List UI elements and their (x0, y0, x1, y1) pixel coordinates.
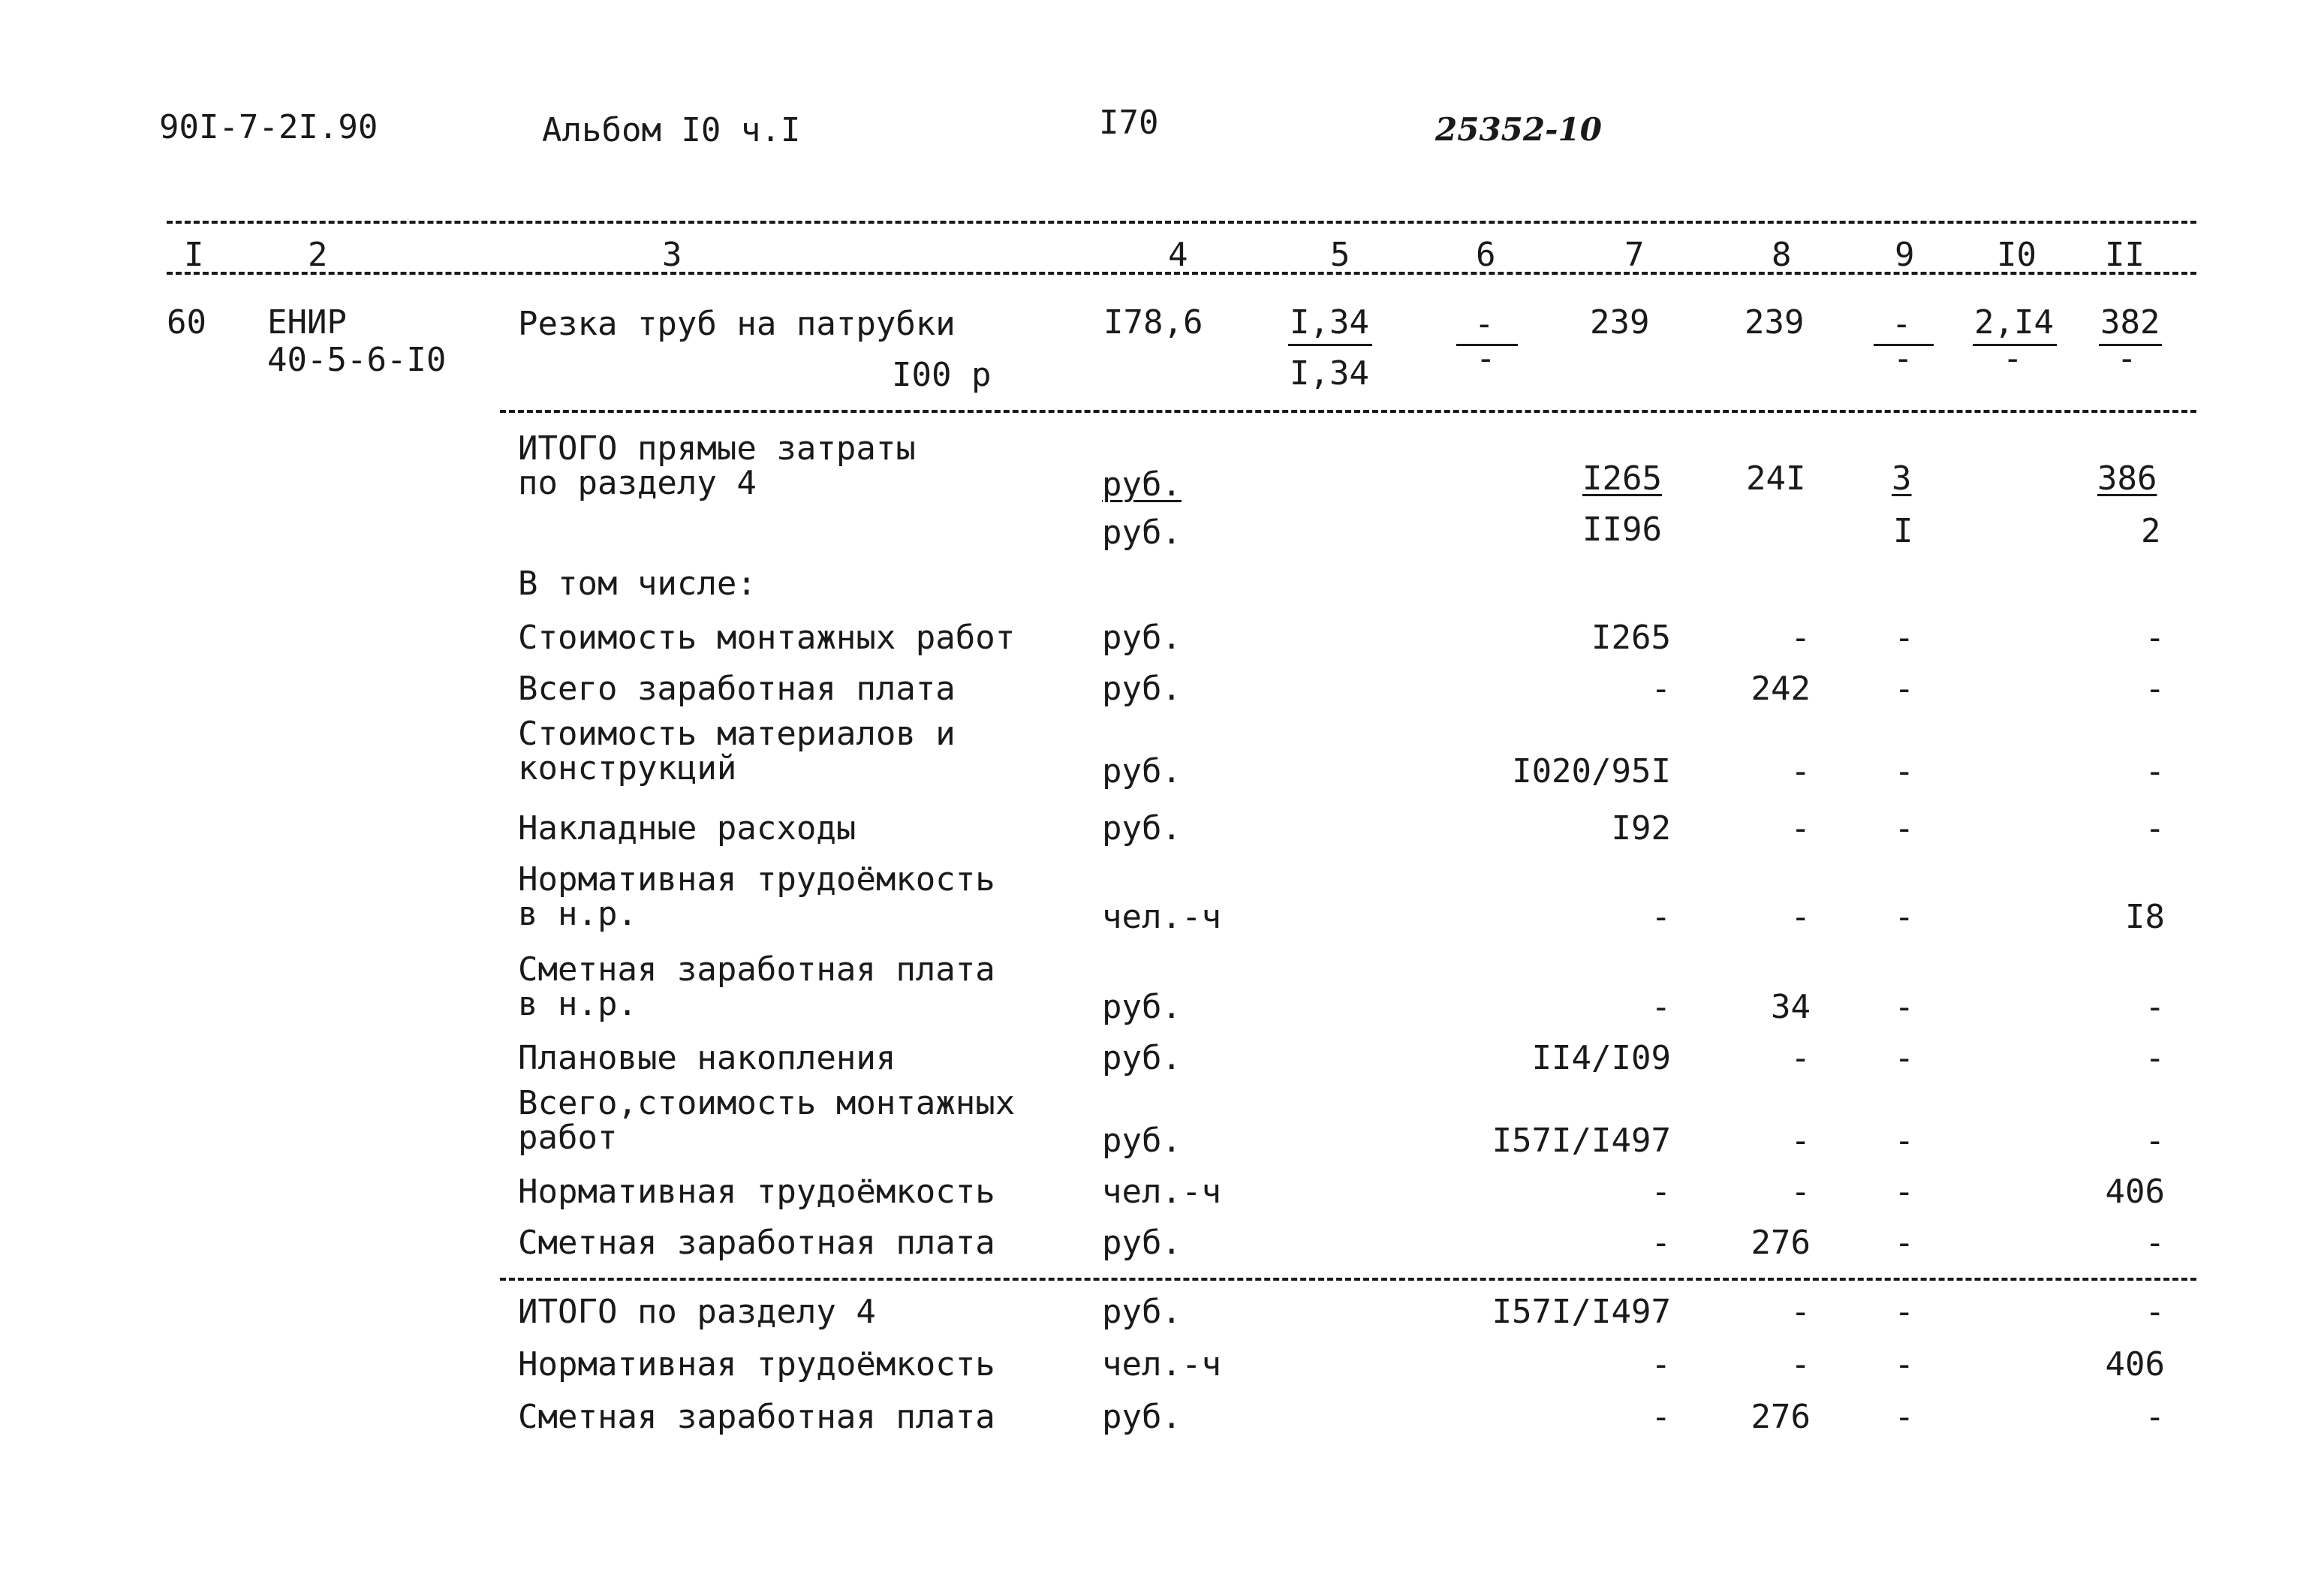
total-direct-col9-bottom: I (1893, 512, 1913, 550)
page-number: I70 (1099, 104, 1159, 142)
col5-top: I,34 (1290, 303, 1369, 342)
row-label: Стоимость материалов и (518, 715, 956, 753)
col8-value: - (1790, 1293, 1811, 1331)
column-header: 9 (1895, 236, 1915, 274)
total-direct-unit-bottom: руб. (1102, 513, 1182, 552)
column-header: 2 (308, 236, 328, 274)
column-header: 3 (662, 236, 682, 274)
col7-value: - (1651, 1398, 1671, 1436)
item-unit: I00 р (892, 356, 992, 394)
col8-value: - (1790, 898, 1811, 936)
col11-value: - (2145, 670, 2165, 708)
col9-value: - (1894, 1173, 1914, 1211)
row-unit: руб. (1102, 1122, 1182, 1160)
col9-value: - (1894, 988, 1914, 1026)
col9-value: - (1894, 670, 1914, 708)
column-header: 6 (1476, 236, 1496, 274)
row-label: Всего заработная плата (518, 670, 956, 708)
total-direct-col11-top: 386 (2097, 459, 2157, 498)
row-label: ИТОГО по разделу 4 (518, 1293, 876, 1331)
col8-value: 276 (1751, 1398, 1811, 1436)
column-header: I (184, 236, 204, 274)
col9-value: - (1894, 1345, 1914, 1384)
total-direct-label-line2: по разделу 4 (518, 464, 757, 502)
col8-value: 34 (1771, 988, 1811, 1026)
col11-value: 406 (2105, 1345, 2165, 1384)
col8-value: - (1790, 1122, 1811, 1160)
col11-value: - (2145, 1293, 2165, 1331)
including-label: В том числе: (518, 565, 757, 603)
row-unit: руб. (1102, 619, 1182, 657)
col7-value: 239 (1590, 303, 1650, 342)
col7-value: - (1651, 1224, 1671, 1262)
album-label: Альбом I0 ч.I (542, 111, 801, 149)
row-label: Всего,стоимость монтажных (518, 1084, 1016, 1122)
col8-value: 276 (1751, 1224, 1811, 1262)
row-unit: руб. (1102, 1398, 1182, 1436)
item-quantity: I78,6 (1103, 303, 1203, 342)
column-header: 5 (1330, 236, 1350, 274)
table-top-rule (167, 221, 2196, 224)
row-label: Плановые накопления (518, 1039, 896, 1077)
column-header: 7 (1624, 236, 1645, 274)
col7-value: I57I/I497 (1492, 1122, 1671, 1160)
total-direct-col11-bottom: 2 (2141, 512, 2161, 550)
row-label: Сметная заработная плата (518, 1224, 995, 1262)
col11-value: - (2145, 1398, 2165, 1436)
row-label: Накладные расходы (518, 809, 856, 848)
row-label-continued: работ (518, 1119, 618, 1157)
col7-value: I265 (1591, 619, 1671, 657)
col11-value: - (2145, 1039, 2165, 1077)
col6-bottom: - (1476, 339, 1496, 378)
row-unit: чел.-ч (1102, 1173, 1221, 1211)
total-direct-col8: 24I (1746, 459, 1806, 498)
col9-value: - (1894, 898, 1914, 936)
norm-code-line1: ЕНИР (267, 303, 347, 342)
row-label: Нормативная трудоёмкость (518, 1345, 995, 1384)
col11-value: - (2145, 752, 2165, 790)
item-separator-rule (500, 410, 2196, 413)
col7-value: I020/95I (1512, 752, 1671, 790)
row-unit: руб. (1102, 809, 1182, 848)
column-header: 8 (1772, 236, 1792, 274)
row-label: Сметная заработная плата (518, 950, 995, 989)
column-header: I0 (1997, 236, 2037, 274)
col11-value: I8 (2125, 898, 2165, 936)
col7-value: - (1651, 988, 1671, 1026)
column-header: II (2105, 236, 2145, 274)
col11-value: - (2145, 1224, 2165, 1262)
col9-value: - (1894, 1398, 1914, 1436)
col7-value: - (1651, 670, 1671, 708)
row-unit: чел.-ч (1102, 898, 1221, 936)
col11-value: - (2145, 1122, 2165, 1160)
row-unit: чел.-ч (1102, 1345, 1221, 1384)
norm-code-line2: 40-5-6-I0 (267, 341, 447, 379)
col10-top: 2,I4 (1974, 303, 2054, 342)
col7-value: I92 (1611, 809, 1671, 848)
row-unit: руб. (1102, 1224, 1182, 1262)
total-direct-col9-top: 3 (1892, 459, 1912, 498)
col11-value: - (2145, 619, 2165, 657)
col7-value: I57I/I497 (1492, 1293, 1671, 1331)
row-label: Сметная заработная плата (518, 1398, 995, 1436)
row-unit: руб. (1102, 1039, 1182, 1077)
col8-value: - (1790, 809, 1811, 848)
col11-value: - (2145, 988, 2165, 1026)
col9-value: - (1894, 1224, 1914, 1262)
col8-value: 242 (1751, 670, 1811, 708)
col9-value: - (1894, 619, 1914, 657)
col11-value: - (2145, 809, 2165, 848)
total-direct-col7-bottom: II96 (1582, 510, 1662, 549)
col6-top: - (1474, 305, 1495, 343)
row-unit: руб. (1102, 670, 1182, 708)
col7-value: II4/I09 (1531, 1039, 1671, 1077)
col8-value: - (1790, 1345, 1811, 1384)
col9-value: - (1894, 809, 1914, 848)
col9-bottom: - (1893, 339, 1913, 378)
col8-value: - (1790, 1039, 1811, 1077)
row-unit: руб. (1102, 1293, 1182, 1331)
item-name: Резка труб на патрубки (518, 305, 956, 343)
col11-value: 406 (2105, 1173, 2165, 1211)
col11-top: 382 (2100, 303, 2160, 342)
row-unit: руб. (1102, 988, 1182, 1026)
document-code: 90I-7-2I.90 (159, 108, 378, 146)
total-direct-col7-top: I265 (1582, 459, 1662, 498)
row-label: Нормативная трудоёмкость (518, 860, 995, 899)
col7-value: - (1651, 1173, 1671, 1211)
col8-value: - (1790, 752, 1811, 790)
row-label-continued: в н.р. (518, 895, 637, 933)
col9-value: - (1894, 1039, 1914, 1077)
col9-value: - (1894, 752, 1914, 790)
col8-value: 239 (1745, 303, 1805, 342)
column-header: 4 (1168, 236, 1188, 274)
inventory-number: 25352-10 (1435, 111, 1602, 148)
col7-value: - (1651, 1345, 1671, 1384)
fraction-rule (1288, 344, 1372, 346)
row-label-continued: в н.р. (518, 985, 637, 1023)
col8-value: - (1790, 1173, 1811, 1211)
col8-value: - (1790, 619, 1811, 657)
total-direct-unit-top: руб. (1102, 465, 1182, 504)
col11-bottom: - (2117, 339, 2137, 378)
row-label: Стоимость монтажных работ (518, 619, 1016, 657)
item-number: 60 (167, 303, 206, 342)
row-label-continued: конструкций (518, 749, 737, 787)
col10-bottom: - (2003, 339, 2023, 378)
col5-bottom: I,34 (1290, 354, 1369, 393)
section-total-rule (500, 1278, 2196, 1281)
col9-value: - (1894, 1122, 1914, 1160)
col9-value: - (1894, 1293, 1914, 1331)
row-label: Нормативная трудоёмкость (518, 1173, 995, 1211)
col7-value: - (1651, 898, 1671, 936)
total-direct-label-line1: ИТОГО прямые затраты (518, 429, 916, 468)
col9-top: - (1892, 305, 1912, 343)
row-unit: руб. (1102, 752, 1182, 790)
